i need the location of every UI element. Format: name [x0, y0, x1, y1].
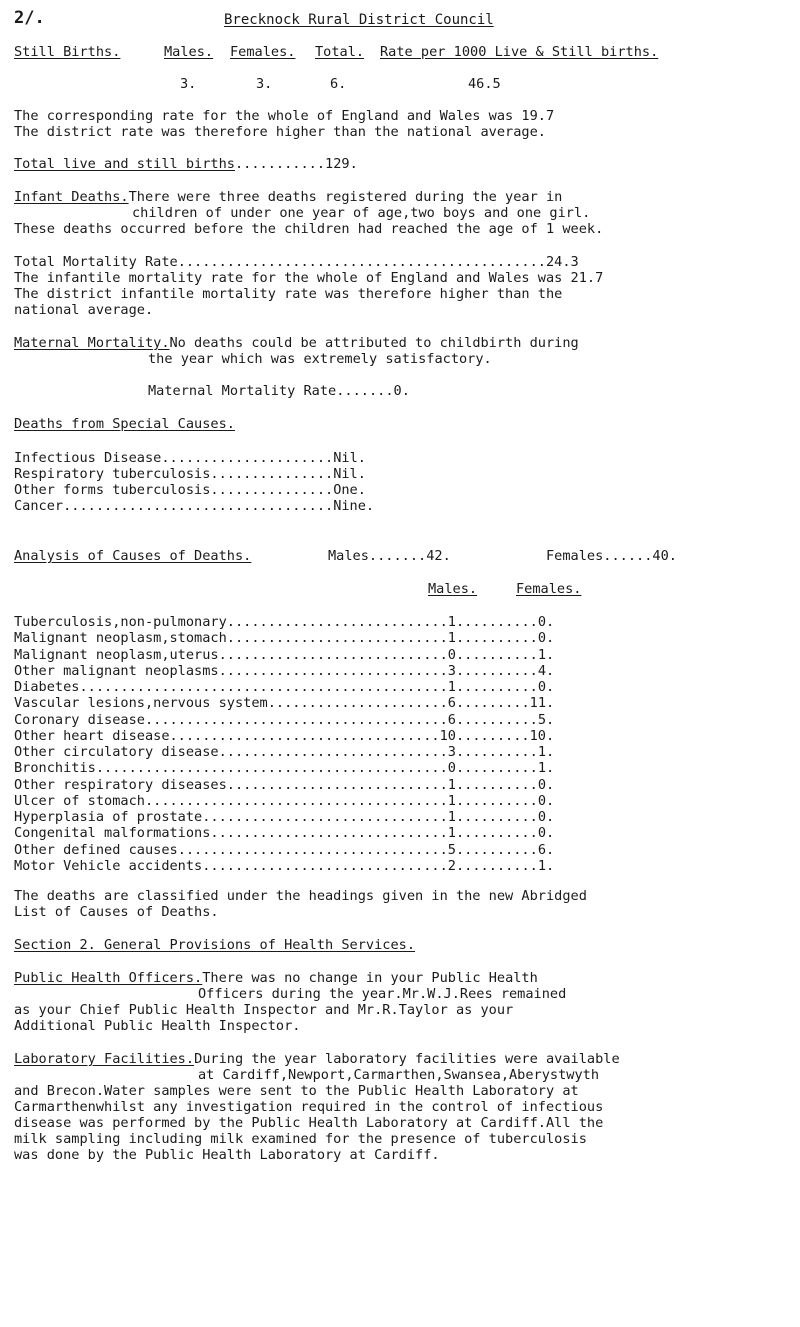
analysis-row: [14, 728, 554, 744]
maternal-label: Maternal Mortality.: [14, 335, 170, 351]
laboratory-line-7: was done by the Public Health Laboratory at Cardiff.: [14, 1147, 440, 1163]
analysis-males-value: 5.: [447, 842, 465, 858]
analysis-males-value: 1.: [447, 614, 465, 630]
dot-leader: ..............................: [202, 858, 448, 874]
analysis-males-value: 1.: [447, 825, 465, 841]
analysis-cause: Malignant neoplasm,stomach: [14, 630, 227, 646]
laboratory-line-5: disease was performed by the Public Health Laboratory at Cardiff.All the: [14, 1115, 604, 1131]
total-mortality-value: 24.3: [545, 254, 579, 270]
analysis-males-value: 6.: [447, 712, 465, 728]
analysis-males-value: 3.: [447, 744, 465, 760]
analysis-cause: Other respiratory diseases: [14, 777, 227, 793]
total-mortality-label: Total Mortality Rate: [14, 254, 178, 270]
laboratory-line-3: and Brecon.Water samples were sent to the Public Health Laboratory at: [14, 1083, 579, 1099]
section2-heading: Section 2. General Provisions of Health Services.: [14, 937, 416, 953]
maternal-line-2: the year which was extremely satisfactory.: [148, 351, 492, 367]
total-births-value: 129.: [325, 156, 358, 172]
analysis-row: [14, 842, 554, 858]
dot-leader: .............................................: [79, 679, 448, 695]
special-cause-value: Nil.: [333, 466, 366, 482]
analysis-row: [14, 712, 554, 728]
analysis-females-value: 0.: [537, 614, 555, 630]
special-cause-item: [14, 482, 366, 498]
analysis-row: [14, 825, 554, 841]
officers-line-1: [14, 970, 538, 986]
officers-line-3: as your Chief Public Health Inspector and Mr.R.Taylor as your: [14, 1002, 514, 1018]
analysis-row: [14, 858, 554, 874]
analysis-cause: Congenital malformations: [14, 825, 211, 841]
special-cause-value: One.: [333, 482, 366, 498]
dot-leader: .........: [464, 679, 538, 695]
dot-leader: .........: [464, 842, 538, 858]
dot-leader: ...........................: [226, 777, 448, 793]
officers-text-1: There was no change in your Public Health: [202, 970, 538, 986]
analysis-note-1: The deaths are classified under the headings given in the new Abridged: [14, 888, 587, 904]
dot-leader: ...............: [210, 466, 334, 482]
analysis-females-value: 6.: [537, 842, 555, 858]
analysis-col-males: Males.: [428, 581, 478, 597]
dot-leader: .............................: [210, 825, 448, 841]
dot-leader: .....................................: [144, 712, 448, 728]
analysis-cause: Other heart disease: [14, 728, 170, 744]
total-mortality-line-2: The district infantile mortality rate was therefore higher than the: [14, 286, 563, 302]
still-births-comparison-1: The corresponding rate for the whole of England and Wales was 19.7: [14, 108, 555, 124]
rate-heading: Rate per 1000 Live & Still births.: [380, 44, 659, 60]
analysis-females-value: 0.: [537, 777, 555, 793]
laboratory-line-2: at Cardiff,Newport,Carmarthen,Swansea,Aberystwyth: [198, 1067, 600, 1083]
still-births-comparison-2: The district rate was therefore higher than the national average.: [14, 124, 546, 140]
dot-leader: ........: [464, 728, 530, 744]
infant-deaths-line-1: [14, 189, 562, 205]
laboratory-line-6: milk sampling including milk examined for the presence of tuberculosis: [14, 1131, 587, 1147]
total-mortality-line-1: The infantile mortality rate for the whole of England and Wales was 21.7: [14, 270, 604, 286]
analysis-cause: Malignant neoplasm,uterus: [14, 647, 219, 663]
analysis-females-value: 0.: [537, 679, 555, 695]
analysis-row: [14, 809, 554, 825]
analysis-females-value: 5.: [537, 712, 555, 728]
analysis-females-value: 1.: [537, 744, 555, 760]
dot-leader: .....................: [161, 450, 334, 466]
officers-line-4: Additional Public Health Inspector.: [14, 1018, 301, 1034]
special-cause-item: [14, 498, 374, 514]
laboratory-label: Laboratory Facilities.: [14, 1051, 195, 1067]
page-number: 2/.: [14, 8, 45, 28]
maternal-text-1: No deaths could be attributed to childbirth during: [169, 335, 579, 351]
dot-leader: ...........................: [226, 630, 448, 646]
analysis-row: [14, 630, 554, 646]
still-births-females: 3.: [256, 76, 273, 92]
analysis-cause: Other circulatory disease: [14, 744, 219, 760]
females-heading: Females.: [230, 44, 296, 60]
dot-leader: ...........................................: [95, 760, 448, 776]
analysis-females-value: 4.: [537, 663, 555, 679]
dot-leader: ...........................: [226, 614, 448, 630]
still-births-males: 3.: [180, 76, 197, 92]
dot-leader: .........: [464, 793, 538, 809]
total-births-line: Total live and still births...........129.: [14, 156, 358, 172]
analysis-males-value: 0.: [447, 760, 465, 776]
analysis-males-total: 42.: [426, 548, 451, 564]
infant-deaths-line-3: These deaths occurred before the children had reached the age of 1 week.: [14, 221, 604, 237]
special-cause-label: Cancer: [14, 498, 64, 514]
laboratory-line-4: Carmarthenwhilst any investigation required in the control of infectious: [14, 1099, 604, 1115]
analysis-row: [14, 647, 554, 663]
analysis-females-value: 0.: [537, 630, 555, 646]
council-title: Brecknock Rural District Council: [224, 12, 494, 28]
dot-leader: .........: [464, 825, 538, 841]
dot-leader: .........: [464, 760, 538, 776]
analysis-females-value: 0.: [537, 793, 555, 809]
analysis-males-total-line: Males.......42.: [328, 548, 451, 564]
dot-leader: .........: [464, 614, 538, 630]
special-cause-label: Infectious Disease: [14, 450, 162, 466]
analysis-row: [14, 744, 554, 760]
analysis-males-value: 1.: [447, 809, 465, 825]
analysis-col-females: Females.: [516, 581, 582, 597]
analysis-cause: Bronchitis: [14, 760, 96, 776]
special-cause-value: Nil.: [333, 450, 366, 466]
dot-leader: ........: [464, 695, 530, 711]
analysis-cause: Diabetes: [14, 679, 80, 695]
analysis-row: [14, 760, 554, 776]
dot-leader: .........: [464, 858, 538, 874]
analysis-cause: Ulcer of stomach: [14, 793, 145, 809]
analysis-males-value: 1.: [447, 777, 465, 793]
dot-leader: .........: [464, 712, 538, 728]
dot-leader: ............................: [218, 744, 448, 760]
dot-leader: .........: [464, 647, 538, 663]
analysis-males-value: 0.: [447, 647, 465, 663]
maternal-line-1: [14, 335, 579, 351]
analysis-cause: Other defined causes: [14, 842, 178, 858]
still-births-heading: Still Births.: [14, 44, 121, 60]
males-heading: Males.: [164, 44, 214, 60]
dot-leader: ..............................: [202, 809, 448, 825]
total-births-label: Total live and still births: [14, 156, 235, 172]
laboratory-text-1: During the year laboratory facilities were available: [194, 1051, 620, 1067]
maternal-rate-line: Maternal Mortality Rate.......0.: [148, 383, 410, 399]
analysis-heading: Analysis of Causes of Deaths.: [14, 548, 252, 564]
analysis-heading-line: [14, 548, 251, 564]
analysis-cause: Coronary disease: [14, 712, 145, 728]
special-causes-heading: Deaths from Special Causes.: [14, 416, 235, 432]
dot-leader: .........: [464, 663, 538, 679]
infant-deaths-line-2: children of under one year of age,two boys and one girl.: [132, 205, 591, 221]
analysis-females-value: 1.: [537, 647, 555, 663]
dot-leader: ............................: [218, 647, 448, 663]
analysis-cause: Hyperplasia of prostate: [14, 809, 203, 825]
laboratory-line-1: [14, 1051, 620, 1067]
special-cause-label: Other forms tuberculosis: [14, 482, 211, 498]
dot-leader: .........: [464, 809, 538, 825]
analysis-females-total-line: Females......40.: [546, 548, 677, 564]
analysis-females-value: 10.: [529, 728, 555, 744]
analysis-cause: Vascular lesions,nervous system: [14, 695, 268, 711]
analysis-cause: Tuberculosis,non-pulmonary: [14, 614, 227, 630]
analysis-row: [14, 663, 554, 679]
dot-leader: .................................: [63, 498, 334, 514]
special-cause-item: [14, 466, 366, 482]
still-births-rate: 46.5: [468, 76, 501, 92]
total-mortality-line: Total Mortality Rate.............................................24.3: [14, 254, 579, 270]
analysis-females-label: Females: [546, 548, 604, 564]
analysis-row: [14, 777, 554, 793]
dot-leader: .....................................: [144, 793, 448, 809]
analysis-females-value: 11.: [529, 695, 555, 711]
analysis-row: [14, 679, 554, 695]
analysis-females-value: 1.: [537, 858, 555, 874]
analysis-males-value: 6.: [447, 695, 465, 711]
analysis-females-value: 0.: [537, 825, 555, 841]
dot-leader: .................................: [177, 842, 448, 858]
special-cause-value: Nine.: [333, 498, 375, 514]
officers-label: Public Health Officers.: [14, 970, 203, 986]
analysis-males-value: 3.: [447, 663, 465, 679]
analysis-males-value: 1.: [447, 793, 465, 809]
analysis-females-total: 40.: [652, 548, 677, 564]
analysis-row: [14, 614, 554, 630]
dot-leader: .........: [464, 744, 538, 760]
infant-deaths-text-1: There were three deaths registered during the year in: [128, 189, 563, 205]
analysis-cause: Other malignant neoplasms: [14, 663, 219, 679]
special-cause-item: [14, 450, 366, 466]
analysis-cause: Motor Vehicle accidents: [14, 858, 203, 874]
dot-leader: ...............: [210, 482, 334, 498]
dot-leader: ......................: [267, 695, 448, 711]
analysis-males-value: 1.: [447, 630, 465, 646]
analysis-males-value: 10.: [439, 728, 465, 744]
special-cause-label: Respiratory tuberculosis: [14, 466, 211, 482]
maternal-rate-value: 0.: [393, 383, 410, 399]
officers-line-2: Officers during the year.Mr.W.J.Rees remained: [198, 986, 567, 1002]
analysis-males-value: 1.: [447, 679, 465, 695]
analysis-males-label: Males: [328, 548, 369, 564]
analysis-females-value: 0.: [537, 809, 555, 825]
total-mortality-line-3: national average.: [14, 302, 154, 318]
total-heading: Total.: [315, 44, 365, 60]
dot-leader: ............................: [218, 663, 448, 679]
dot-leader: .........: [464, 777, 538, 793]
infant-deaths-label: Infant Deaths.: [14, 189, 129, 205]
analysis-males-value: 2.: [447, 858, 465, 874]
still-births-total: 6.: [330, 76, 347, 92]
analysis-females-value: 1.: [537, 760, 555, 776]
maternal-rate-label: Maternal Mortality Rate: [148, 383, 337, 399]
analysis-row: [14, 793, 554, 809]
dot-leader: .................................: [169, 728, 440, 744]
dot-leader: .........: [464, 630, 538, 646]
analysis-note-2: List of Causes of Deaths.: [14, 904, 219, 920]
analysis-row: [14, 695, 554, 711]
